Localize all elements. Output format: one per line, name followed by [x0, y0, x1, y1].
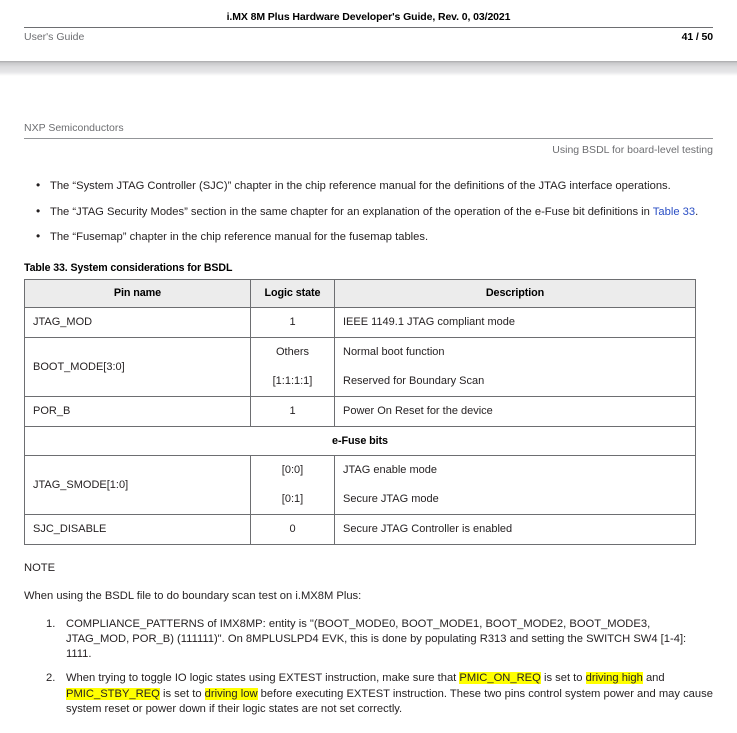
table-group-header-row: [25, 426, 696, 455]
cell-description: Secure JTAG mode: [335, 485, 696, 515]
list-item: [24, 671, 713, 717]
plain-text: is set to: [159, 687, 205, 700]
plain-text: before executing EXTEST instruction. These two pins control system power and may cause system reset or power down if their logic states are not set correctly.: [66, 687, 713, 715]
note-ordered-list: [24, 617, 713, 718]
table-row: [25, 514, 696, 544]
table-33-link[interactable]: Table 33: [652, 205, 696, 218]
list-item: [24, 205, 713, 221]
section-head: Using BSDL for board-level testing: [552, 144, 713, 156]
cell-description: Reserved for Boundary Scan: [335, 367, 696, 397]
cell-group-header: e-Fuse bits: [25, 426, 696, 455]
table-row: [25, 396, 696, 426]
note-label: NOTE: [24, 561, 56, 574]
bullet-text: The “JTAG Security Modes” section in the same chapter for an explanation of the operation of the e-Fuse bit definitions in: [50, 205, 653, 218]
table-caption: Table 33. System considerations for BSDL: [24, 261, 233, 274]
note-item-text: [66, 618, 686, 661]
cell-description: Normal boot function: [335, 337, 696, 367]
plain-text: When trying to toggle IO logic states using EXTEST instruction, make sure that: [66, 672, 460, 685]
bullet-text: The “System JTAG Controller (SJC)” chapter in the chip reference manual for the definitions of the JTAG interface operations.: [50, 180, 671, 192]
document-title: i.MX 8M Plus Hardware Developer's Guide, Rev. 0, 03/2021: [226, 11, 511, 23]
note-item-text: [66, 672, 713, 715]
highlighted-text: driving high: [585, 672, 643, 685]
document-type-label: User's Guide: [24, 31, 85, 43]
highlighted-text: PMIC_STBY_REQ: [66, 687, 160, 700]
table-row: [25, 455, 696, 485]
plain-text: is set to: [540, 672, 586, 685]
plain-text: and: [642, 672, 665, 685]
cell-logic-state: [0:0]: [251, 455, 335, 485]
column-header-logic-state: Logic state: [251, 279, 335, 307]
cell-description: JTAG enable mode: [335, 455, 696, 485]
plain-text: COMPLIANCE_PATTERNS of IMX8MP: entity is "(BOOT_MODE0, BOOT_MODE1, BOOT_MODE2, BOOT_MODE3, JTAG_MOD, POR_B) (111111)". On 8MPLUSLPD4 EVK, this is done by populating R313 and setting the SWITCH SW4 [1-4]: 1111.: [66, 617, 687, 661]
cell-logic-state: Others: [251, 337, 335, 367]
list-item: [24, 230, 713, 246]
highlighted-text: driving low: [204, 687, 258, 700]
list-item: [24, 617, 713, 663]
column-header-pin-name: Pin name: [25, 279, 251, 307]
table-row: [25, 337, 696, 367]
cell-logic-state: 0: [251, 514, 335, 544]
cell-logic-state: 1: [251, 307, 335, 337]
cell-pin-name: JTAG_MOD: [25, 307, 251, 337]
cell-pin-name: SJC_DISABLE: [25, 514, 251, 544]
cell-description: Power On Reset for the device: [335, 396, 696, 426]
table-row: [25, 307, 696, 337]
page-indicator: 41 / 50: [681, 31, 713, 43]
list-item: [24, 179, 713, 195]
highlighted-text: PMIC_ON_REQ: [459, 672, 541, 685]
running-head: NXP Semiconductors: [24, 122, 124, 134]
header-divider: [24, 27, 713, 28]
system-considerations-table: [24, 279, 696, 545]
bullet-text: The “Fusemap” chapter in the chip reference manual for the fusemap tables.: [50, 231, 429, 243]
reference-bullet-list: [24, 179, 713, 246]
cell-pin-name: JTAG_SMODE[1:0]: [25, 455, 251, 514]
page-content: [0, 121, 737, 717]
page-separator-band: [0, 61, 737, 76]
cell-description: Secure JTAG Controller is enabled: [335, 514, 696, 544]
cell-pin-name: POR_B: [25, 396, 251, 426]
cell-logic-state: 1: [251, 396, 335, 426]
cell-description: IEEE 1149.1 JTAG compliant mode: [335, 307, 696, 337]
cell-pin-name: BOOT_MODE[3:0]: [25, 337, 251, 396]
note-intro: When using the BSDL file to do boundary scan test on i.MX8M Plus:: [24, 589, 362, 602]
column-header-description: Description: [335, 279, 696, 307]
header-meta-row: [24, 30, 713, 44]
document-header: [0, 0, 737, 44]
bullet-text-tail: .: [695, 205, 699, 218]
running-head-divider: [24, 138, 713, 139]
cell-logic-state: [1:1:1:1]: [251, 367, 335, 397]
table-header-row: [25, 279, 696, 307]
cell-logic-state: [0:1]: [251, 485, 335, 515]
